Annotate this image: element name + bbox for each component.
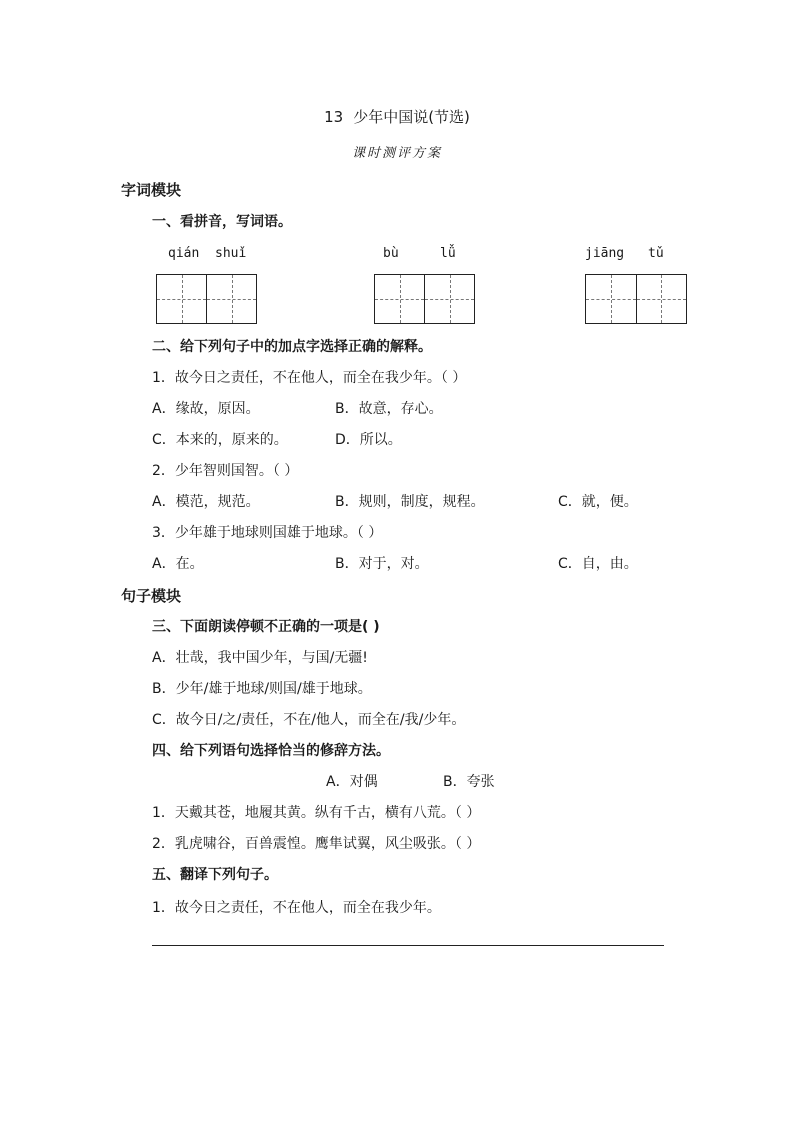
q4-item-2: 2．乳虎啸谷，百兽震惶。鹰隼试翼，风尘吸张。（ ） bbox=[152, 836, 481, 852]
grid-cell[interactable] bbox=[207, 275, 256, 323]
pinyin-2a: bù bbox=[383, 246, 399, 261]
grid-cell[interactable] bbox=[425, 275, 474, 323]
q2-item-2: 2．少年智则国智。（ ） bbox=[152, 463, 299, 479]
q2-item-1-option-a: A．缘故，原因。 bbox=[152, 401, 260, 417]
q2-item-2-option-a: A．模范，规范。 bbox=[152, 494, 260, 510]
q2-item-2-option-b: B．规则，制度，规程。 bbox=[335, 494, 485, 510]
grid-cell[interactable] bbox=[157, 275, 207, 323]
q4-choice-a: A．对偶 bbox=[326, 774, 378, 790]
q2-item-3-option-c: C．自，由。 bbox=[558, 556, 638, 572]
question-3-heading: 三、下面朗读停顿不正确的一项是( ) bbox=[152, 619, 380, 635]
q5-item-1: 1．故今日之责任，不在他人，而全在我少年。 bbox=[152, 900, 441, 916]
q2-item-1-option-d: D．所以。 bbox=[335, 432, 402, 448]
module-heading-words: 字词模块 bbox=[121, 181, 182, 199]
pinyin-2b: lǚ bbox=[440, 246, 456, 261]
lesson-number: 13 bbox=[324, 108, 344, 126]
q2-item-2-option-c: C．就，便。 bbox=[558, 494, 638, 510]
pinyin-3a: jiāng bbox=[585, 246, 625, 261]
grid-cell[interactable] bbox=[375, 275, 425, 323]
pinyin-1a: qián bbox=[168, 246, 200, 261]
lesson-title: 少年中国说(节选) bbox=[353, 108, 470, 126]
grid-cell[interactable] bbox=[586, 275, 637, 323]
q3-option-c: C．故今日/之/责任，不在/他人，而全在/我/少年。 bbox=[152, 712, 466, 728]
pinyin-3b: tǔ bbox=[648, 246, 664, 261]
q4-choice-b: B．夸张 bbox=[443, 774, 495, 790]
grid-cell[interactable] bbox=[637, 275, 687, 323]
q2-item-1-option-b: B．故意，存心。 bbox=[335, 401, 443, 417]
q3-option-b: B．少年/雄于地球/则国/雄于地球。 bbox=[152, 681, 372, 697]
pinyin-1b: shuǐ bbox=[215, 246, 247, 261]
writing-grid-1[interactable] bbox=[156, 274, 257, 324]
question-4-heading: 四、给下列语句选择恰当的修辞方法。 bbox=[152, 743, 390, 759]
module-heading-sentences: 句子模块 bbox=[121, 587, 182, 605]
answer-line[interactable] bbox=[152, 945, 664, 946]
worksheet-title bbox=[0, 110, 794, 125]
q3-option-a: A．壮哉，我中国少年，与国/无疆! bbox=[152, 650, 368, 666]
writing-grid-2[interactable] bbox=[374, 274, 475, 324]
q2-item-3-option-b: B．对于，对。 bbox=[335, 556, 429, 572]
question-1-heading: 一、看拼音，写词语。 bbox=[152, 214, 292, 230]
q4-item-1: 1．天戴其苍，地履其黄。纵有千古，横有八荒。（ ） bbox=[152, 805, 481, 821]
q2-item-1-option-c: C．本来的，原来的。 bbox=[152, 432, 288, 448]
writing-grid-3[interactable] bbox=[585, 274, 687, 324]
worksheet-subtitle: 课时测评方案 bbox=[351, 146, 442, 161]
q2-item-1: 1．故今日之责任，不在他人，而全在我少年。（ ） bbox=[152, 370, 467, 386]
question-5-heading: 五、翻译下列句子。 bbox=[152, 867, 278, 883]
question-2-heading: 二、给下列句子中的加点字选择正确的解释。 bbox=[152, 339, 432, 355]
q2-item-3-option-a: A．在。 bbox=[152, 556, 204, 572]
q2-item-3: 3．少年雄于地球则国雄于地球。（ ） bbox=[152, 525, 383, 541]
